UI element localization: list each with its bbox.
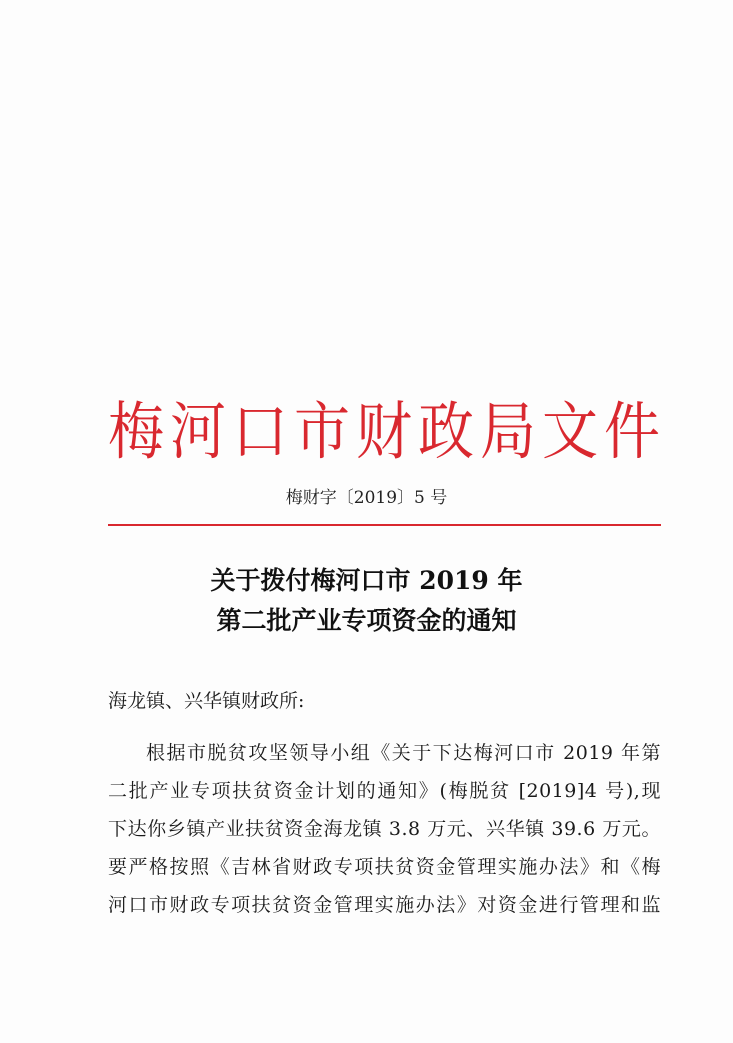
paragraph-line: 要严格按照《吉林省财政专项扶贫资金管理实施办法》和《梅 bbox=[108, 856, 661, 878]
issuing-authority-title bbox=[108, 388, 660, 478]
title-char: 政 bbox=[418, 396, 474, 469]
notice-title-line-1: 关于拨付梅河口市 2019 年 bbox=[210, 566, 523, 595]
title-char: 梅 bbox=[108, 396, 164, 469]
title-char: 河 bbox=[170, 396, 226, 469]
title-char: 口 bbox=[232, 396, 288, 469]
paragraph-line: 根据市脱贫攻坚领导小组《关于下达梅河口市 2019 年第 bbox=[146, 742, 661, 764]
notice-title-line-2: 第二批产业专项资金的通知 bbox=[216, 606, 517, 635]
addressee: 海龙镇、兴华镇财政所: bbox=[108, 690, 305, 712]
document-number: 梅财字〔2019〕5 号 bbox=[285, 488, 448, 508]
title-char: 市 bbox=[294, 396, 350, 469]
title-char: 文 bbox=[542, 396, 598, 469]
paragraph-line: 二批产业专项扶贫资金计划的通知》(梅脱贫 [2019]4 号),现 bbox=[108, 780, 661, 802]
title-char: 件 bbox=[604, 396, 660, 469]
red-separator-line bbox=[108, 524, 661, 526]
body-paragraph bbox=[108, 734, 661, 924]
title-char: 局 bbox=[480, 396, 536, 469]
title-char: 财 bbox=[356, 396, 412, 469]
paragraph-line: 下达你乡镇产业扶贫资金海龙镇 3.8 万元、兴华镇 39.6 万元。 bbox=[108, 818, 661, 840]
paragraph-line: 河口市财政专项扶贫资金管理实施办法》对资金进行管理和监 bbox=[108, 894, 661, 916]
